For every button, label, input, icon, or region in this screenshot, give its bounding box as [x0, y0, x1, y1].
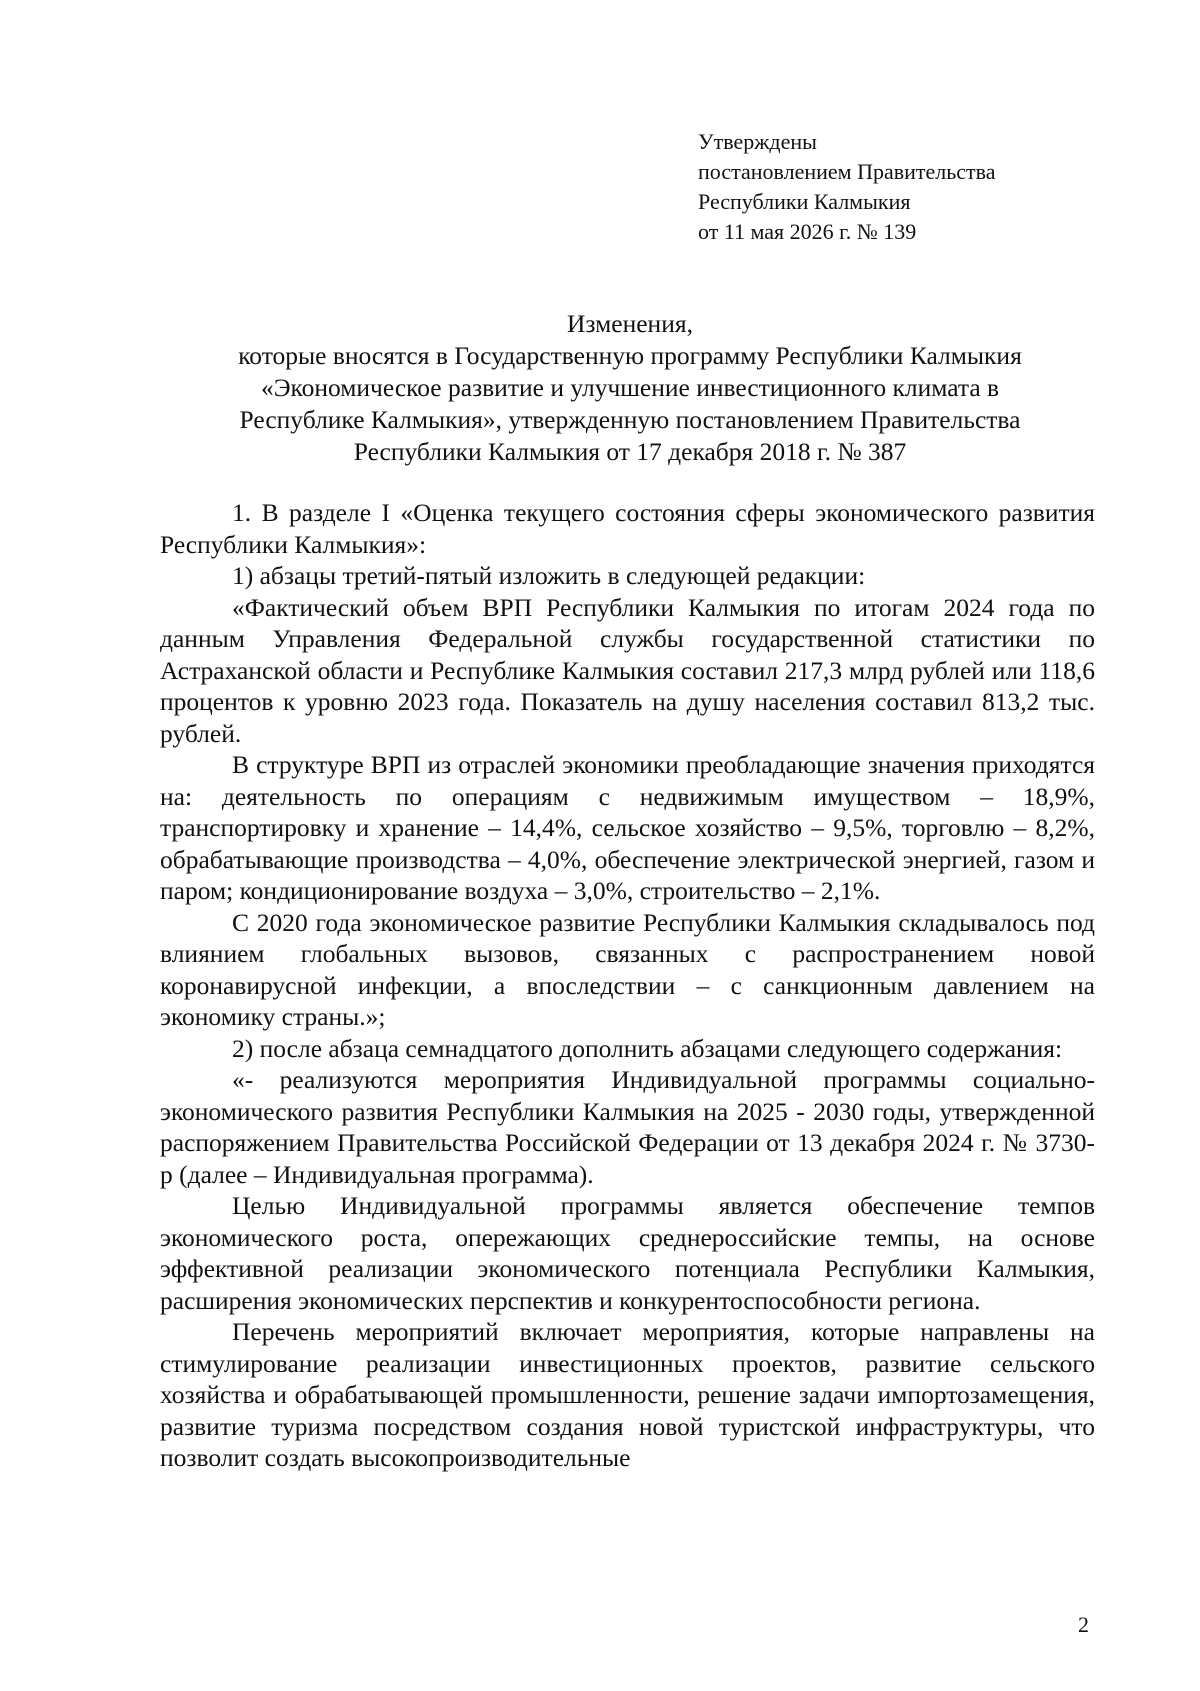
- paragraph-subitem-1: 1) абзацы третий-пятый изложить в следующей редакции:: [232, 561, 866, 590]
- paragraph-quoted: «- реализуются мероприятия Индивидуальной программы социально-экономического развития Республики Калмыкия на 2025 - 2030 годы, утвержденной распоряжением Правительства Российской Федерации от 13 декабря 2024 г. № 3730-р (далее – Индивидуальная программа).: [160, 1065, 1095, 1189]
- title-line: которые вносятся в Государственную программу Республики Калмыкия: [238, 341, 1022, 370]
- paragraph-quoted: В структуре ВРП из отраслей экономики преобладающие значения приходятся на: деятельность по операциям с недвижимым имуществом – 18,9%, транспортировку и хранение – 14,4%, сельское хозяйство – 9,5%, торговлю – 8,2%, обрабатывающие производства – 4,0%, обеспечение электрической энергией, газом и паром; кондиционирование воздуха – 3,0%, строительство – 2,1%.: [160, 750, 1095, 905]
- paragraph-subitem-2: 2) после абзаца семнадцатого дополнить абзацами следующего содержания:: [232, 1033, 1063, 1063]
- paragraph-quoted: «Фактический объем ВРП Республики Калмыкия по итогам 2024 года по данным Управления Федеральной службы государственной статистики по Астраханской области и Республике Калмыкия составил 217,3 млрд рублей или 118,6 процентов к уровню 2023 года. Показатель на душу населения составил 813,2 тыс. рублей.: [160, 592, 1095, 748]
- title-line: Республики Калмыкия от 17 декабря 2018 г. № 387: [353, 437, 907, 466]
- approval-stamp: [698, 127, 996, 247]
- document-body: [160, 497, 1095, 1474]
- title-line: Республике Калмыкия», утвержденную постановлением Правительства: [239, 405, 1021, 434]
- page-number: 2: [1078, 1612, 1089, 1637]
- approval-date-line: от 11 мая 2026 г. № 139: [698, 219, 917, 244]
- approval-line: Республики Калмыкия: [698, 189, 911, 214]
- approval-line: Утверждены: [698, 129, 817, 154]
- paragraph-quoted: С 2020 года экономическое развитие Республики Калмыкия складывалось под влиянием глобальных вызовов, связанных с распространением новой коронавирусной инфекции, а впоследствии – с санкционным давлением на экономику страны.»;: [160, 907, 1095, 1031]
- document-title: [150, 308, 1110, 468]
- title-heading: Изменения,: [567, 309, 693, 338]
- paragraph-item-1: 1. В разделе I «Оценка текущего состояния сферы экономического развития Республики Калмыкия»:: [160, 498, 1095, 559]
- paragraph-quoted: Перечень мероприятий включает мероприятия, которые направлены на стимулирование реализации инвестиционных проектов, развитие сельского хозяйства и обрабатывающей промышленности, решение задачи импортозамещения, развитие туризма посредством создания новой туристской инфраструктуры, что позволит создать высокопроизводительные: [160, 1317, 1095, 1472]
- title-line: «Экономическое развитие и улучшение инвестиционного климата в: [260, 373, 1000, 402]
- paragraph-quoted: Целью Индивидуальной программы является обеспечение темпов экономического роста, опережающих среднероссийские темпы, на основе эффективной реализации экономического потенциала Республики Калмыкия, расширения экономических перспектив и конкурентоспособности региона.: [160, 1191, 1095, 1315]
- approval-line: постановлением Правительства: [698, 159, 996, 184]
